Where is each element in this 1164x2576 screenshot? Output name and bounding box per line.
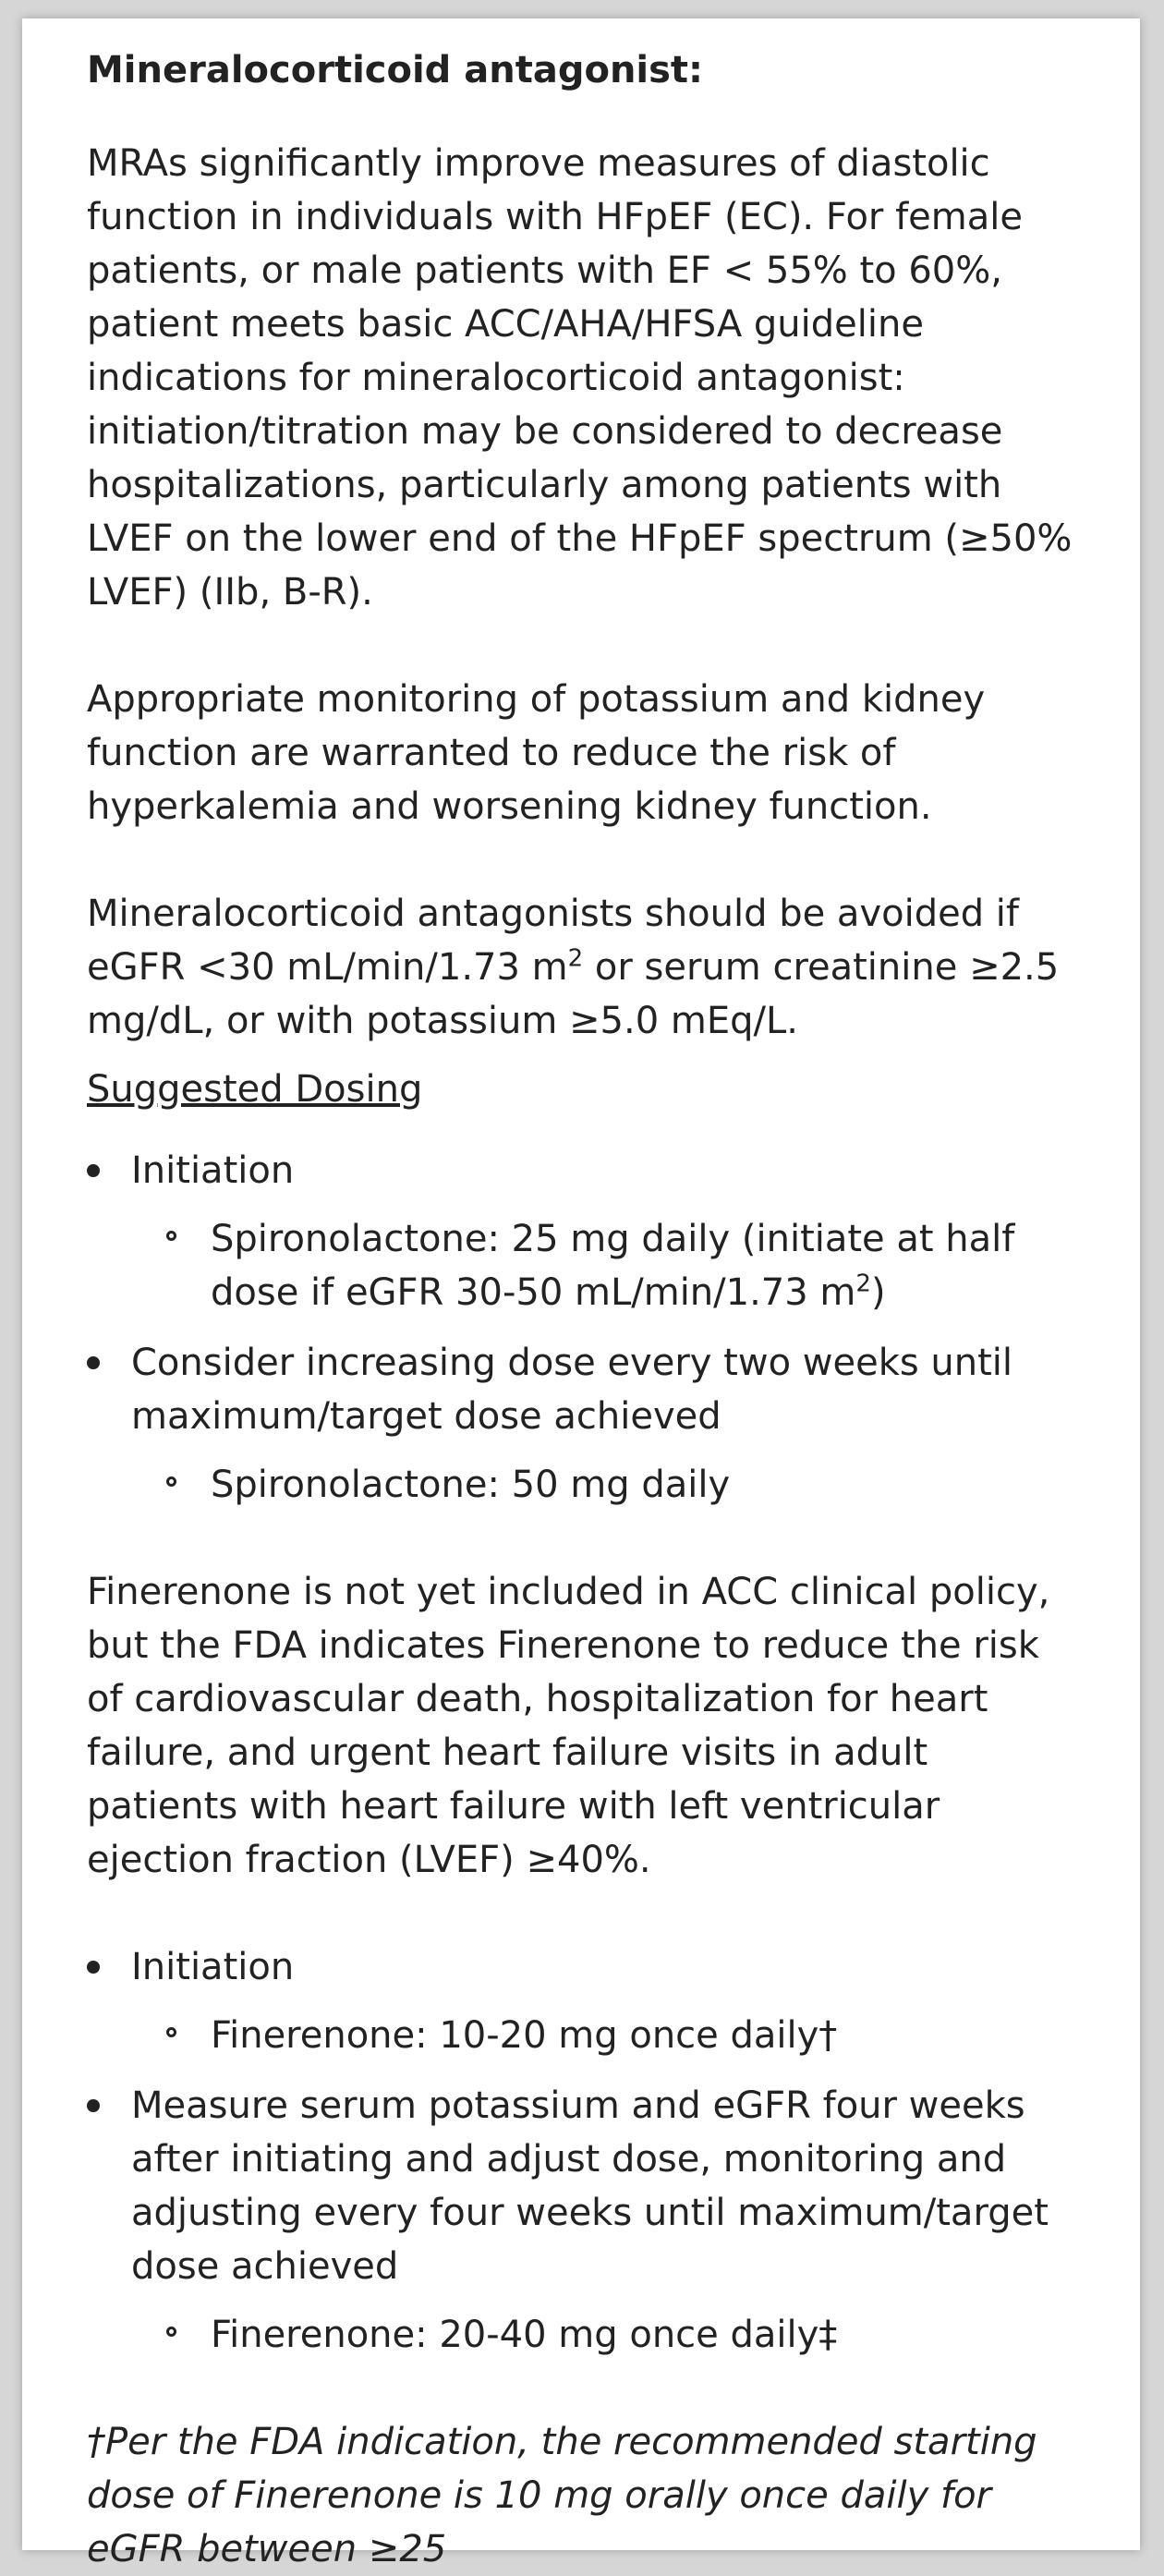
contraindication-text-2: or serum creatinine ≥2.5 mg/dL, or with potassium ≥5.0 mEq/L. [87, 946, 1060, 1042]
finerenone-paragraph: Finerenone is not yet included in ACC clinical policy, but the FDA indicates Finerenone to reduce the risk of cardiovascular death, hospitalization for heart failure, and urgent heart failure visits in adult patients with heart failure with left ventricular ejection fraction (LVEF) ≥40%. [87, 1571, 1050, 1881]
suggested-dosing-heading: Suggested Dosing [87, 1068, 423, 1111]
superscript: 2 [567, 944, 584, 973]
monitoring-paragraph: Appropriate monitoring of potassium and kidney function are warranted to reduce the risk of hyperkalemia and worsening kidney function. [87, 678, 986, 828]
list-item-label: Initiation [131, 1946, 295, 1988]
list-item-label: Consider increasing dose every two weeks until maximum/target dose achieved [131, 1342, 1013, 1438]
list-item [87, 1336, 1075, 1512]
sub-list-item-text-end: ) [870, 1271, 886, 1314]
list-item-label: Initiation [131, 1149, 295, 1192]
list-item [87, 2079, 1075, 2362]
section-title: Mineralocorticoid antagonist: [87, 49, 704, 91]
list-item-label: Measure serum potassium and eGFR four weeks after initiating and adjust dose, monitoring and adjusting every four weeks until maximum/target dose achieved [131, 2084, 1049, 2288]
mra-efficacy-paragraph: MRAs significantly improve measures of diastolic function in individuals with HFpEF (EC). For female patients, or male patients with EF < 55% to 60%, patient meets basic ACC/AHA/HFSA guideline indications for mineralocorticoid antagonist: initiation/titration may be considered to decrease hospitalizations, particularly among patients with LVEF on the lower end of the HFpEF spectrum (≥50% LVEF) (IIb, B-R). [87, 142, 1073, 614]
sub-list-item: Finerenone: 10-20 mg once daily† [131, 2009, 1075, 2062]
contraindication-paragraph [87, 887, 1075, 1048]
list-item [87, 1940, 1075, 2062]
sub-list-item [131, 1212, 1075, 1319]
sub-list-item: Finerenone: 20-40 mg once daily‡ [131, 2308, 1075, 2362]
spironolactone-dosing-list [87, 1144, 1075, 1512]
finerenone-dosing-list [87, 1940, 1075, 2362]
list-item [87, 1144, 1075, 1319]
sub-list-item: Spironolactone: 50 mg daily [131, 1458, 1075, 1512]
superscript: 2 [855, 1270, 871, 1298]
footnote: †Per the FDA indication, the recommended starting dose of Finerenone is 10 mg orally once daily for eGFR between ≥25 [87, 2421, 1037, 2570]
contraindication-text-1: Mineralocorticoid antagonists should be avoided if eGFR <30 mL/min/1.73 m [87, 893, 1020, 989]
sub-list-item-text: Spironolactone: 25 mg daily (initiate at half dose if eGFR 30-50 mL/min/1.73 m [211, 1218, 1015, 1314]
content-card [22, 18, 1140, 2570]
